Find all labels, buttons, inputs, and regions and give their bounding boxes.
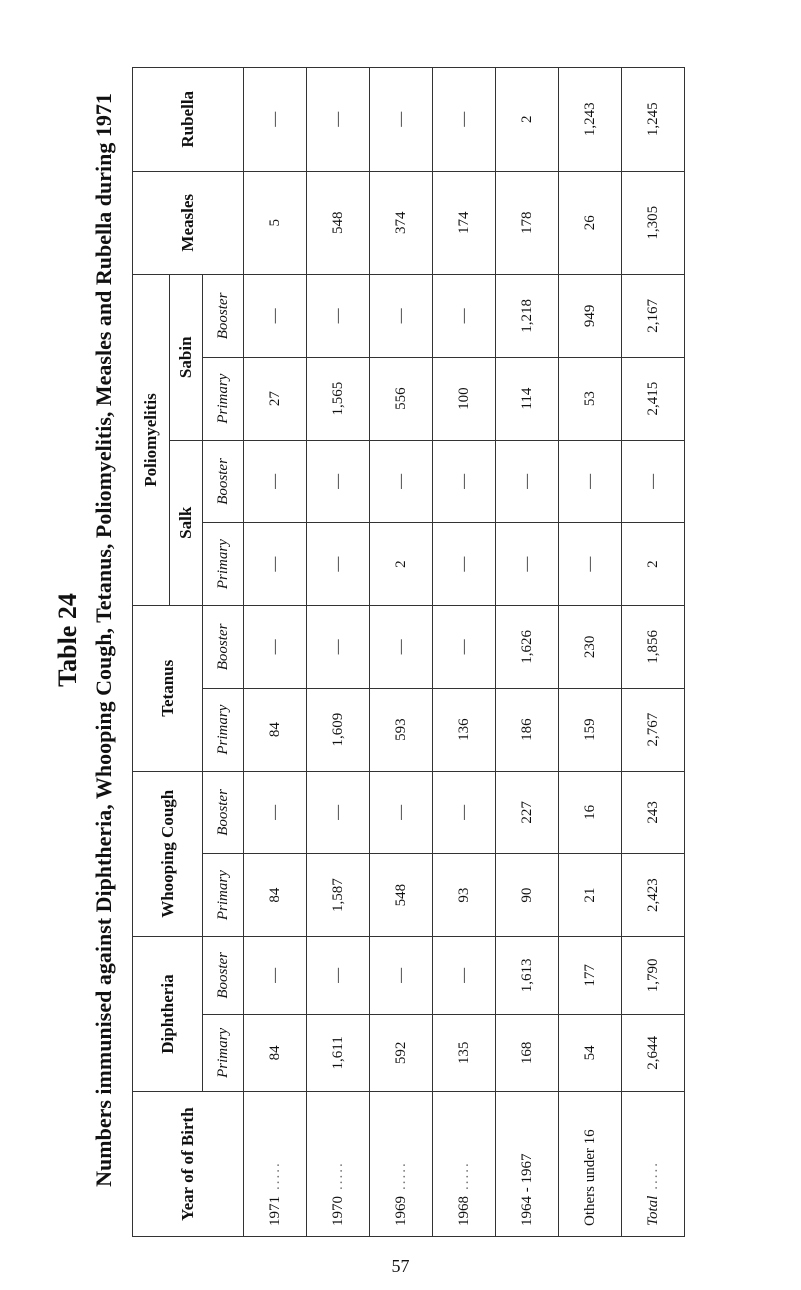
value-cell: 114 [496,357,559,440]
header-whooping-booster: Booster [203,771,244,854]
value-cell: 1,856 [622,606,685,689]
header-year-of-birth: Year of of Birth [133,1092,244,1237]
header-diphtheria: Diphtheria [133,937,203,1092]
header-salk-booster: Booster [203,440,244,523]
value-cell: 2,415 [622,357,685,440]
value-cell: 1,565 [307,357,370,440]
value-cell: 136 [433,688,496,771]
value-cell: 548 [370,854,433,937]
value-cell: 243 [622,771,685,854]
year-cell: 1968..... [433,1092,496,1237]
value-cell: — [307,771,370,854]
value-cell: 27 [244,357,307,440]
table-row-total [622,68,685,1237]
value-cell: 168 [496,1014,559,1092]
rotated-table-block [50,35,750,1245]
header-sabin: Sabin [170,275,203,441]
value-cell: — [433,523,496,606]
value-cell: 2 [370,523,433,606]
value-cell: 548 [307,171,370,274]
value-cell: — [370,68,433,172]
value-cell: 21 [559,854,622,937]
value-cell: — [370,275,433,358]
value-cell: — [496,440,559,523]
value-cell: — [433,440,496,523]
value-cell: 174 [433,171,496,274]
value-cell: 1,305 [622,171,685,274]
value-cell: — [307,68,370,172]
value-cell: 1,613 [496,937,559,1015]
value-cell: 556 [370,357,433,440]
value-cell: — [307,440,370,523]
value-cell: 2,644 [622,1014,685,1092]
table-row [433,68,496,1237]
heading [52,35,118,1245]
value-cell: 26 [559,171,622,274]
value-cell: 5 [244,171,307,274]
value-cell: 54 [559,1014,622,1092]
year-cell: 1969..... [370,1092,433,1237]
table-row [244,68,307,1237]
value-cell: 1,611 [307,1014,370,1092]
value-cell: — [244,275,307,358]
value-cell: — [622,440,685,523]
year-cell: 1964 - 1967 [496,1092,559,1237]
year-cell: 1970..... [307,1092,370,1237]
header-measles: Measles [133,171,244,274]
value-cell: 1,626 [496,606,559,689]
header-diphtheria-booster: Booster [203,937,244,1015]
header-salk: Salk [170,440,203,606]
value-cell: — [307,275,370,358]
value-cell: — [433,275,496,358]
value-cell: — [307,606,370,689]
immunisation-table [132,67,685,1237]
value-cell: — [244,937,307,1015]
year-cell: Others under 16 [559,1092,622,1237]
header-whooping-primary: Primary [203,854,244,937]
table-number: Table 24 [53,593,82,687]
value-cell: — [559,523,622,606]
header-tetanus-booster: Booster [203,606,244,689]
value-cell: — [244,606,307,689]
header-salk-primary: Primary [203,523,244,606]
value-cell: — [433,606,496,689]
table-title: Numbers immunised against Diphtheria, Whooping Cough, Tetanus, Poliomyelitis, Measles and Rubella during 1971 [91,93,116,1187]
value-cell: 949 [559,275,622,358]
value-cell: 2,767 [622,688,685,771]
value-cell: 2,167 [622,275,685,358]
value-cell: 374 [370,171,433,274]
value-cell: 1,609 [307,688,370,771]
value-cell: — [433,68,496,172]
header-diphtheria-primary: Primary [203,1014,244,1092]
value-cell: 227 [496,771,559,854]
header-whooping-cough: Whooping Cough [133,771,203,937]
value-cell: — [244,440,307,523]
value-cell: — [370,937,433,1015]
year-cell: 1971..... [244,1092,307,1237]
value-cell: 53 [559,357,622,440]
header-sabin-primary: Primary [203,357,244,440]
value-cell: 93 [433,854,496,937]
value-cell: 230 [559,606,622,689]
value-cell: 1,245 [622,68,685,172]
value-cell: 2,423 [622,854,685,937]
page-number: 57 [391,1256,410,1276]
value-cell: 1,243 [559,68,622,172]
value-cell: — [370,606,433,689]
value-cell: 90 [496,854,559,937]
value-cell: 159 [559,688,622,771]
header-sabin-booster: Booster [203,275,244,358]
value-cell: 1,218 [496,275,559,358]
value-cell: 178 [496,171,559,274]
value-cell: — [307,937,370,1015]
value-cell: — [307,523,370,606]
table-row [496,68,559,1237]
value-cell: — [433,937,496,1015]
year-cell: Total..... [622,1092,685,1237]
value-cell: 84 [244,1014,307,1092]
value-cell: — [370,771,433,854]
value-cell: 84 [244,688,307,771]
value-cell: 1,790 [622,937,685,1015]
table-row [559,68,622,1237]
header-tetanus: Tetanus [133,606,203,772]
value-cell: — [244,523,307,606]
header-rubella: Rubella [133,68,244,172]
value-cell: 2 [496,68,559,172]
value-cell: 177 [559,937,622,1015]
value-cell: 592 [370,1014,433,1092]
value-cell: 100 [433,357,496,440]
value-cell: — [559,440,622,523]
value-cell: — [370,440,433,523]
value-cell: 593 [370,688,433,771]
value-cell: 16 [559,771,622,854]
value-cell: — [244,68,307,172]
value-cell: — [244,771,307,854]
value-cell: — [433,771,496,854]
value-cell: 1,587 [307,854,370,937]
value-cell: 84 [244,854,307,937]
table-row [307,68,370,1237]
value-cell: 2 [622,523,685,606]
header-tetanus-primary: Primary [203,688,244,771]
header-poliomyelitis: Poliomyelitis [133,275,170,606]
value-cell: 186 [496,688,559,771]
value-cell: 135 [433,1014,496,1092]
value-cell: — [496,523,559,606]
table-row [370,68,433,1237]
